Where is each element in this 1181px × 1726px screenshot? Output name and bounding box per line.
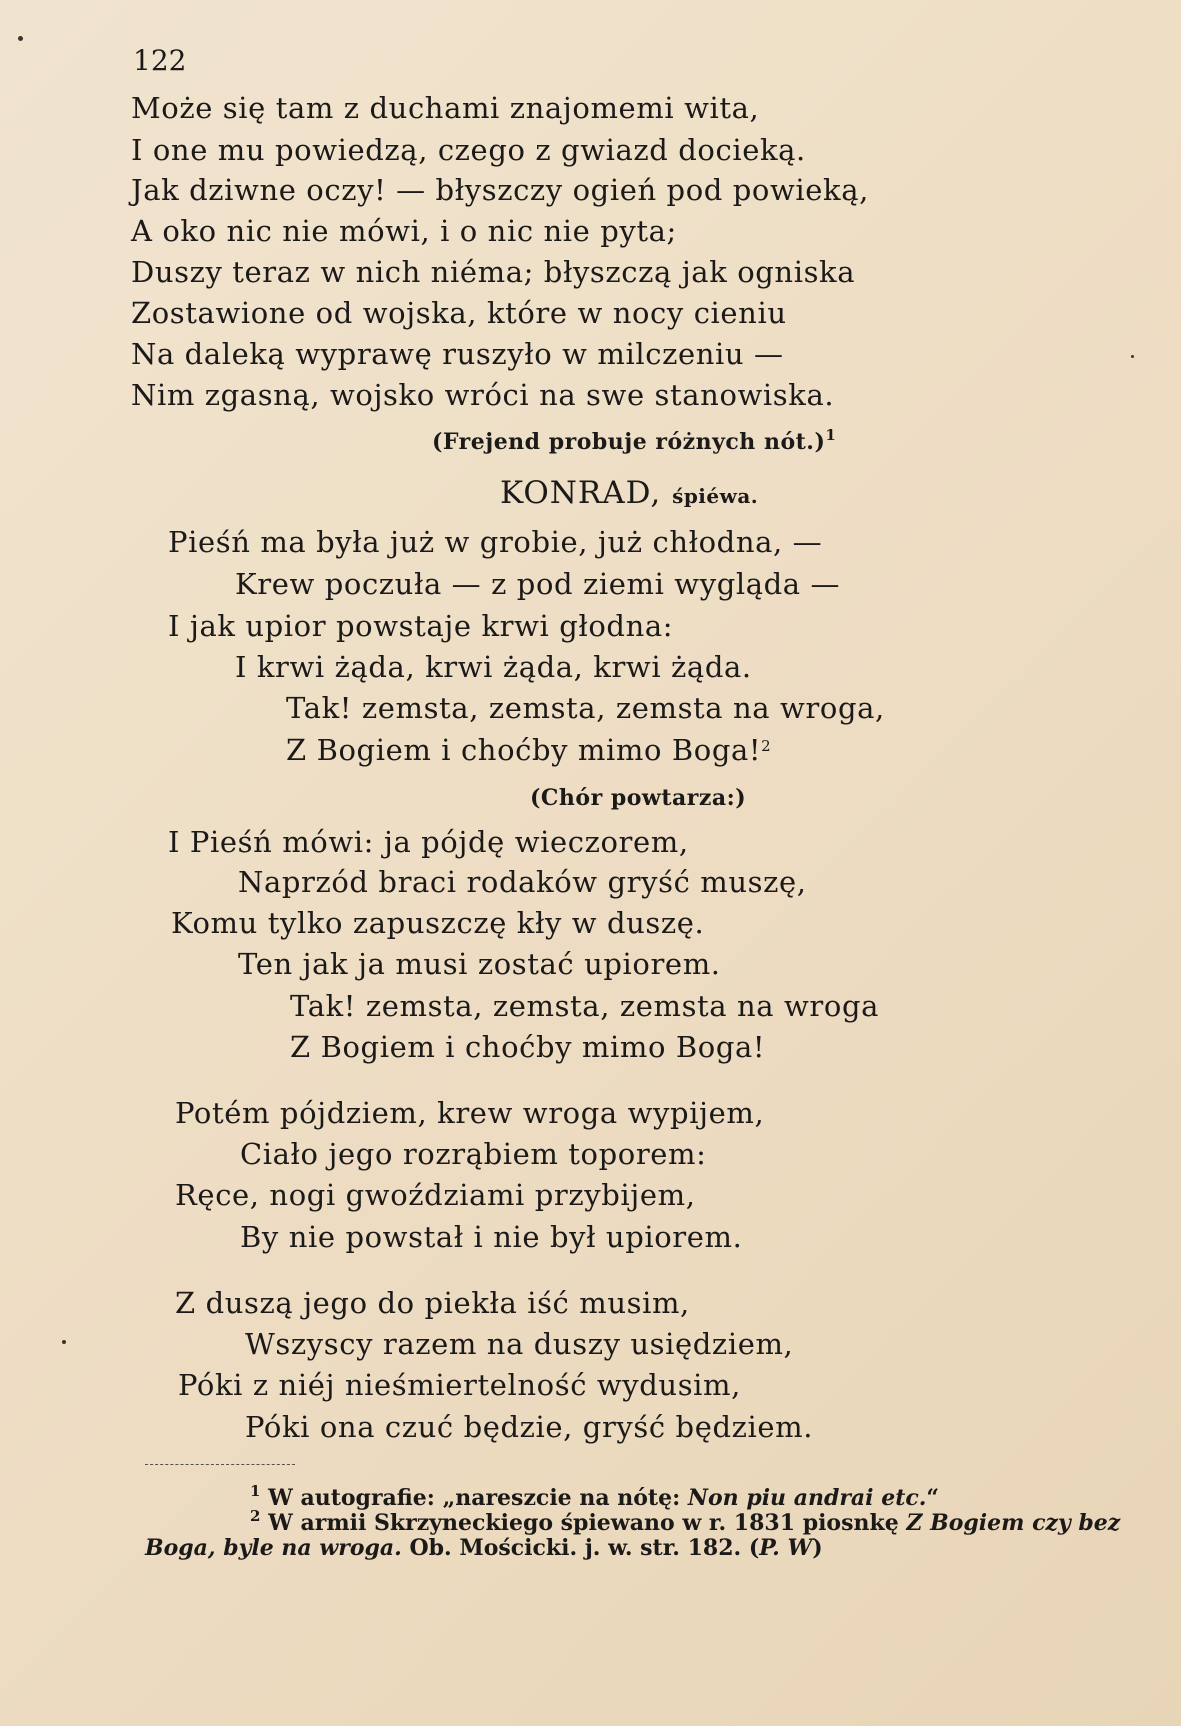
verse-line: Nim zgasną, wojsko wróci na swe stanowiska. <box>131 378 835 412</box>
verse-line: Jak dziwne oczy! — błyszczy ogień pod powieką, <box>131 173 869 207</box>
verse-line: Zostawione od wojska, które w nocy cieniu <box>131 296 787 330</box>
verse-line: Tak! zemsta, zemsta, zemsta na wroga <box>290 989 879 1023</box>
stage-direction-text: (Frejend probuje różnych nót.) <box>432 429 826 455</box>
footnote-italic: Z Bogiem czy bez <box>906 1510 1121 1536</box>
verse-line: Potém pójdziem, krew wroga wypijem, <box>175 1096 765 1130</box>
stage-direction-frejend <box>432 428 836 456</box>
verse-line: Z duszą jego do piekła iść musim, <box>175 1286 690 1320</box>
footnote-marker: 1 <box>250 1482 261 1500</box>
verse-line: Duszy teraz w nich niéma; błyszczą jak ogniska <box>131 255 856 289</box>
footnote-text: Ob. Mościcki. j. w. str. 182. <box>409 1535 742 1561</box>
footnote-close-quote: “ <box>926 1485 940 1511</box>
verse-text: Z Bogiem i choćby mimo Boga! <box>286 733 762 767</box>
footnote-italic: Non piu andrai etc. <box>687 1485 927 1511</box>
verse-line: Wszyscy razem na duszy usiędziem, <box>245 1327 794 1361</box>
verse-line: I krwi żąda, krwi żąda, krwi żąda. <box>235 650 752 684</box>
footnote-signature: P. W <box>759 1535 813 1561</box>
verse-line: Pieśń ma była już w grobie, już chłodna, — <box>168 525 823 559</box>
verse-line: Póki z niéj nieśmiertelność wydusim, <box>178 1368 741 1402</box>
footnote-signature-close: ) <box>812 1535 823 1561</box>
verse-line: Na daleką wyprawę ruszyło w milczeniu — <box>131 337 784 371</box>
ink-speck <box>1131 355 1134 358</box>
footnote-signature-open: ( <box>748 1535 760 1561</box>
verse-line: I one mu powiedzą, czego z gwiazd docieką. <box>131 133 806 167</box>
verse-line <box>286 732 771 768</box>
speaker-direction: śpiéwa. <box>672 484 759 508</box>
verse-line: Ręce, nogi gwoździami przybijem, <box>175 1178 696 1212</box>
verse-line: By nie powstał i nie był upiorem. <box>240 1220 743 1254</box>
verse-line: Może się tam z duchami znajomemi wita, <box>131 91 760 125</box>
footnote-text: W autografie: „nareszcie na nótę: <box>268 1485 681 1511</box>
footnote-ref: 2 <box>761 737 772 755</box>
speaker-name: KONRAD, <box>500 475 662 511</box>
verse-line: Naprzód braci rodaków gryść muszę, <box>238 865 807 899</box>
ink-speck <box>18 36 23 41</box>
page-number: 122 <box>133 44 187 77</box>
footnote-marker: 2 <box>250 1507 261 1525</box>
verse-line: Krew poczuła — z pod ziemi wygląda — <box>235 567 841 601</box>
verse-line: Póki ona czuć będzie, gryść będziem. <box>245 1410 814 1444</box>
verse-line: Z Bogiem i choćby mimo Boga! <box>290 1030 766 1064</box>
footnote-1 <box>250 1482 940 1511</box>
footnote-italic: Boga, byle na wroga. <box>145 1535 402 1561</box>
stage-direction-choir: (Chór powtarza:) <box>530 785 747 811</box>
verse-line: I jak upior powstaje krwi głodna: <box>168 609 674 643</box>
verse-line: I Pieśń mówi: ja pójdę wieczorem, <box>168 825 689 859</box>
footnote-separator <box>145 1464 295 1465</box>
verse-line: Ten jak ja musi zostać upiorem. <box>238 947 721 981</box>
verse-line: Tak! zemsta, zemsta, zemsta na wroga, <box>286 691 885 725</box>
verse-line: Komu tylko zapuszczę kły w duszę. <box>171 906 705 940</box>
ink-speck <box>62 1340 66 1344</box>
verse-line: A oko nic nie mówi, i o nic nie pyta; <box>131 214 677 248</box>
footnote-2 <box>250 1507 1121 1536</box>
footnote-2-continued <box>145 1535 823 1561</box>
speaker-heading <box>500 474 758 515</box>
footnote-text: W armii Skrzyneckiego śpiewano w r. 1831 piosnkę <box>268 1510 899 1536</box>
verse-line: Ciało jego rozrąbiem toporem: <box>240 1137 707 1171</box>
footnote-ref: 1 <box>825 426 837 444</box>
